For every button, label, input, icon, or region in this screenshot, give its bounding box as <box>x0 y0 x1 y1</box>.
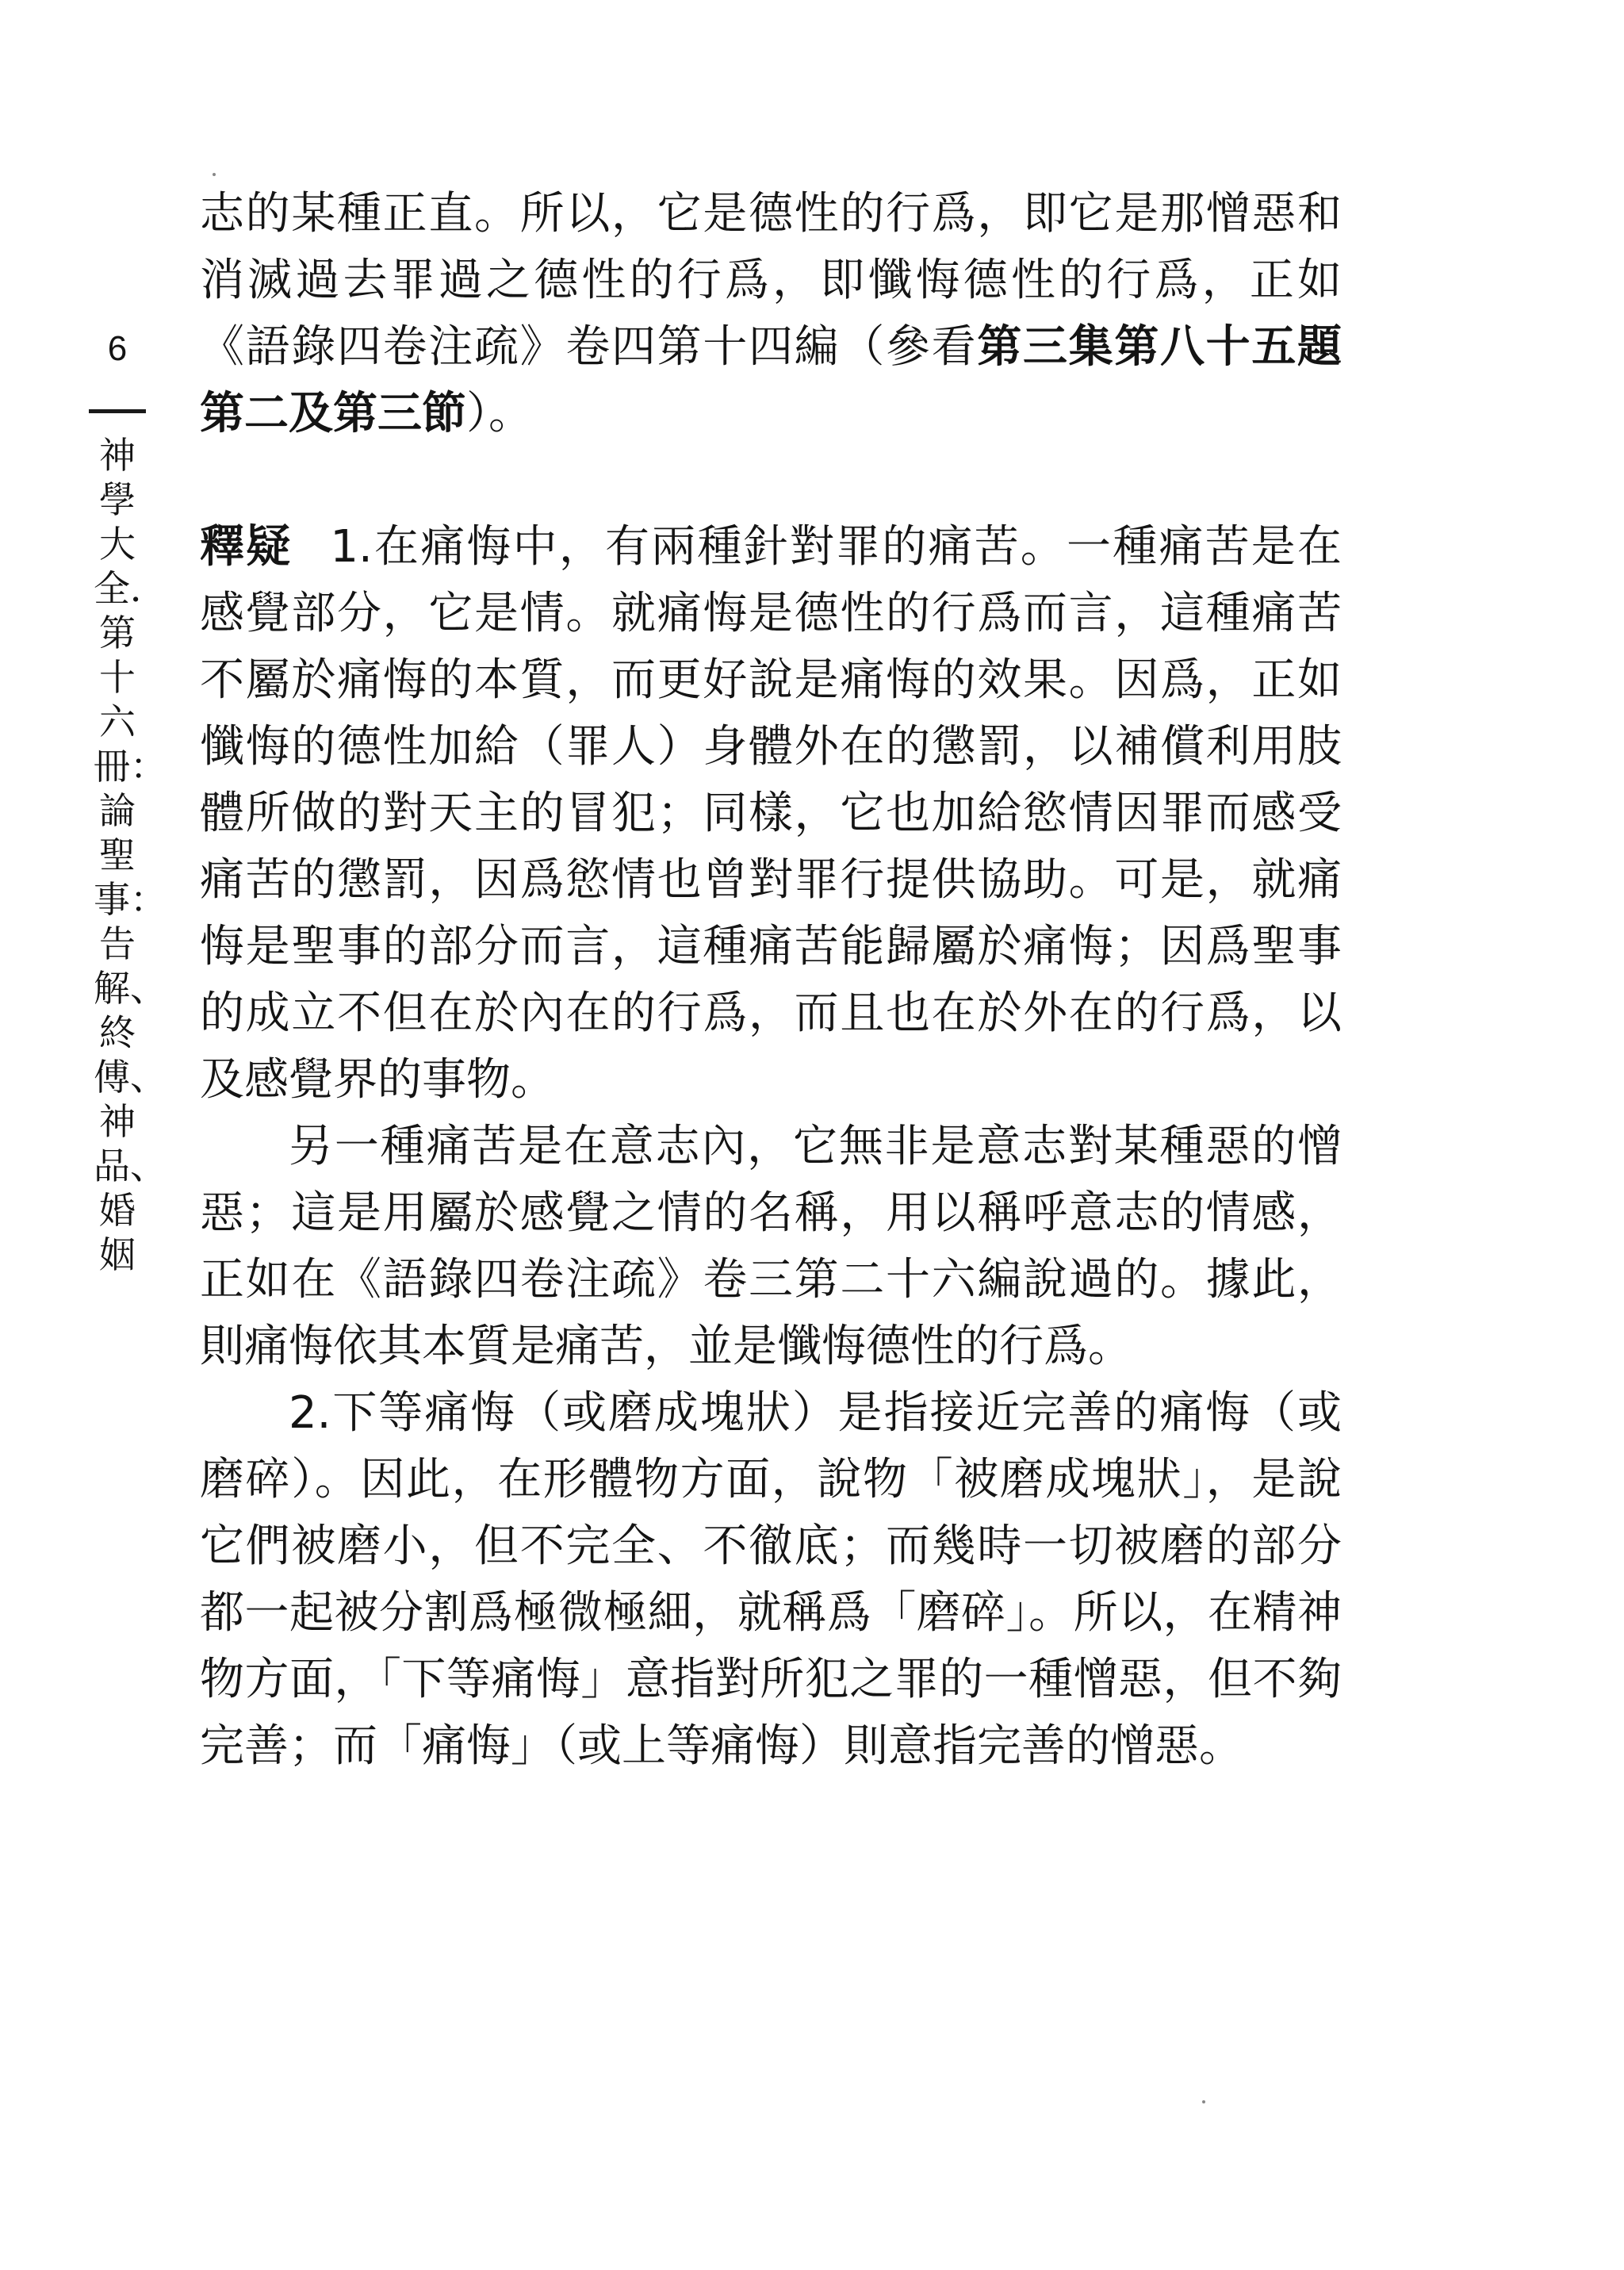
running-head: 神學大全．第十六冊：論聖事：告解、終傅、神品、婚姻 <box>94 434 167 1276</box>
main-text <box>200 181 1342 1780</box>
reply-paragraph-1 <box>200 514 1342 1114</box>
reply-paragraph-2: 另一種痛苦是在意志內，它無非是意志對某種惡的憎惡；這是用屬於感覺之情的名稱，用以稱呼意志的情感，正如在《語錄四卷注疏》卷三第二十六編說過的。據此，則痛悔依其本質是痛苦，並是懺悔德性的行爲。 <box>200 1121 1342 1372</box>
reply-1-text: 1.在痛悔中，有兩種針對罪的痛苦。一種痛苦是在感覺部分，它是情。就痛悔是德性的行爲而言，這種痛苦不屬於痛悔的本質，而更好說是痛悔的效果。因爲，正如懺悔的德性加給（罪人）身體外在的懲罰，以補償利用肢體所做的對天主的冒犯；同樣，它也加給慾情因罪而感受痛苦的懲罰，因爲慾情也曾對罪行提供協助。可是，就痛悔是聖事的部分而言，這種痛苦能歸屬於痛悔；因爲聖事的成立不但在於內在的行爲，而且也在於外在的行爲，以及感覺界的事物。 <box>200 521 1342 1106</box>
reply-paragraph-3: 2.下等痛悔（或磨成塊狀）是指接近完善的痛悔（或磨碎）。因此，在形體物方面，說物「被磨成塊狀」，是說它們被磨小，但不完全、不徹底；而幾時一切被磨的部分都一起被分割爲極微極細，就稱爲「磨碎」。所以，在精神物方面，「下等痛悔」意指對所犯之罪的一種憎惡，但不夠完善；而「痛悔」（或上等痛悔）則意指完善的憎惡。 <box>200 1387 1342 1772</box>
reply-label: 釋疑 <box>200 521 293 573</box>
scan-speck <box>1202 2100 1205 2103</box>
page-number: 6 <box>107 329 128 368</box>
continuation-paragraph <box>200 181 1342 447</box>
scan-speck <box>213 173 216 176</box>
continuation-text-b: ）。 <box>466 388 533 439</box>
continuation-text-a: 志的某種正直。所以，它是德性的行爲，即它是那憎惡和消滅過去罪過之德性的行爲，即懺悔德性的行爲，正如《語錄四卷注疏》卷四第十四編（參看 <box>200 188 1342 373</box>
cross-reference: 第三集第八十五題第二及第三節 <box>200 321 1342 439</box>
header-rule <box>89 409 146 413</box>
